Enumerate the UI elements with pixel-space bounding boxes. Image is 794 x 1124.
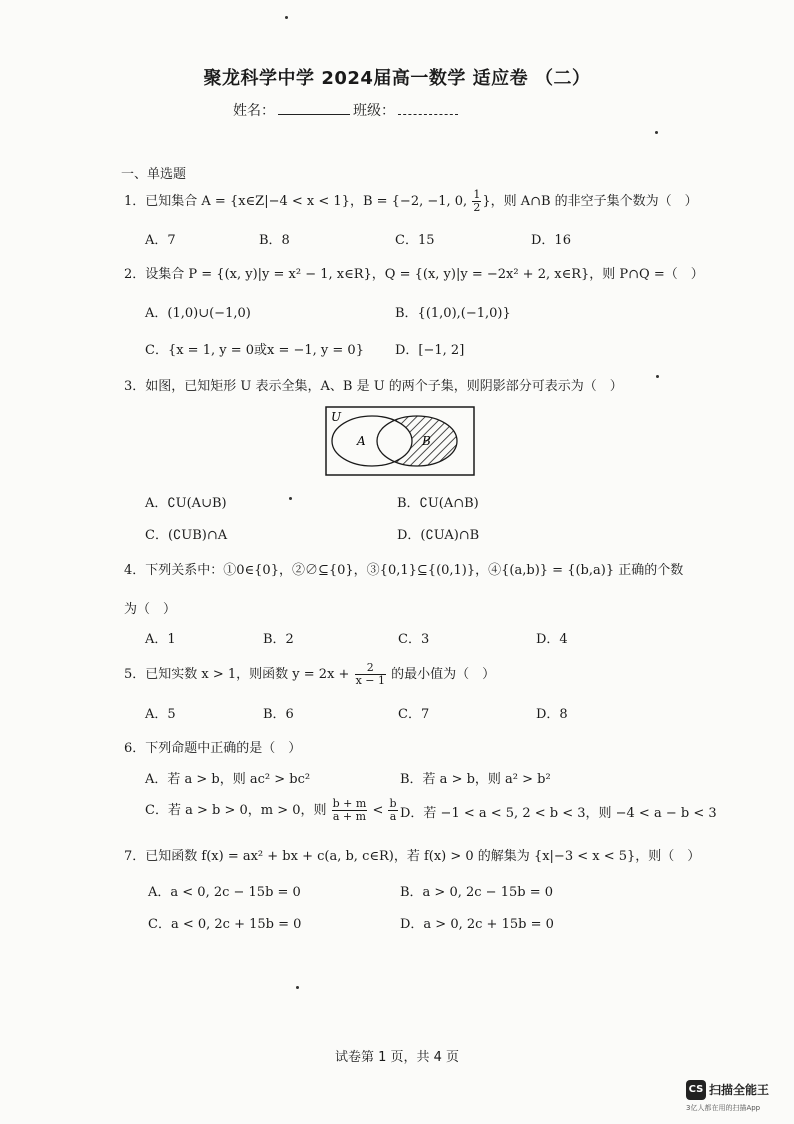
q7-option-d: D．a > 0, 2c + 15b = 0 xyxy=(400,917,554,932)
camscanner-logo-icon: CS xyxy=(686,1080,706,1100)
q3-option-b: B．∁U(A∩B) xyxy=(397,496,479,511)
q6-option-d: D．若 −1 < a < 5, 2 < b < 3，则 −4 < a − b < 3 xyxy=(400,806,717,821)
question-5-stem: 5．已知实数 x > 1，则函数 y = 2x + xyxy=(124,667,354,682)
class-label: 班级： xyxy=(353,103,395,119)
fraction: $\frac{b + m}{a + m}$ xyxy=(332,797,367,823)
scan-speck xyxy=(296,986,299,989)
label-b: B xyxy=(422,434,431,448)
q3-option-d: D．(∁UA)∩B xyxy=(397,528,480,543)
venn-diagram xyxy=(325,406,475,476)
question-2: 2．设集合 P = {(x, y)|y = x² − 1, x∈R}，Q = {(x, y)|y = −2x² + 2, x∈R}，则 P∩Q =（ ） xyxy=(124,267,704,282)
q4-option-b: B．2 xyxy=(263,632,294,647)
student-info-line xyxy=(233,100,458,120)
question-5 xyxy=(124,662,495,687)
watermark-tagline: 3亿人都在用的扫描App xyxy=(686,1104,761,1112)
scan-speck xyxy=(656,375,659,378)
q3-option-c: C．(∁UB)∩A xyxy=(145,528,228,543)
scanner-watermark xyxy=(686,1080,786,1114)
q2-option-c: C．{x = 1, y = 0或x = −1, y = 0} xyxy=(145,343,364,358)
q1-option-c: C．15 xyxy=(395,233,435,248)
q6-option-c: C．若 a > b > 0，m > 0，则 $\frac{b + m}{a + m}$ < $\frac{b}{a}$ xyxy=(145,797,397,823)
q6-option-b: B．若 a > b，则 a² > b² xyxy=(400,772,551,787)
label-a: A xyxy=(357,434,366,448)
exam-title: 聚龙科学中学 2024届高一数学 适应卷 （二） xyxy=(203,68,591,89)
page-footer: 试卷第 1 页，共 4 页 xyxy=(334,1050,460,1065)
q7-option-b: B．a > 0, 2c − 15b = 0 xyxy=(400,885,553,900)
q4-option-c: C．3 xyxy=(398,632,430,647)
scan-speck xyxy=(289,497,292,500)
question-6: 6．下列命题中正确的是（ ） xyxy=(124,741,302,756)
q7-option-c: C．a < 0, 2c + 15b = 0 xyxy=(148,917,302,932)
fraction: $\frac{2}{x - 1}$ xyxy=(355,661,385,687)
q4-option-d: D．4 xyxy=(536,632,568,647)
q5-option-d: D．8 xyxy=(536,707,568,722)
name-label: 姓名： xyxy=(233,103,275,119)
class-blank[interactable] xyxy=(398,102,458,115)
scan-speck xyxy=(285,16,288,19)
section-title: 一、单选题 xyxy=(121,167,187,182)
q5-option-b: B．6 xyxy=(263,707,294,722)
fraction: $\frac{b}{a}$ xyxy=(389,797,397,823)
q5-option-a: A．5 xyxy=(145,707,176,722)
q2-option-b: B．{(1,0),(−1,0)} xyxy=(395,306,511,321)
shaded-region xyxy=(325,406,475,476)
fraction: $\frac{1}{2}$ xyxy=(473,188,481,214)
label-u: U xyxy=(331,410,342,424)
q2-option-a: A．(1,0)∪(−1,0) xyxy=(145,306,251,321)
q1-option-b: B．8 xyxy=(259,233,290,248)
q5-option-c: C．7 xyxy=(398,707,430,722)
q3-option-a: A．∁U(A∪B) xyxy=(145,496,227,511)
question-1 xyxy=(124,189,698,214)
watermark-name: 扫描全能王 xyxy=(709,1083,770,1097)
question-1-stem: 1．已知集合 A = {x∈Z|−4 < x < 1}，B = {−2, −1, 0, xyxy=(124,194,472,209)
name-blank[interactable] xyxy=(278,102,350,115)
question-7: 7．已知函数 f(x) = ax² + bx + c(a, b, c∈R)，若 f(x) > 0 的解集为 {x|−3 < x < 5}，则（ ） xyxy=(124,849,701,864)
question-5-stem-end: 的最小值为（ ） xyxy=(386,667,496,682)
q1-option-d: D．16 xyxy=(531,233,571,248)
question-4: 4．下列关系中：①0∈{0}，②∅⊆{0}，③{0,1}⊆{(0,1)}，④{(a,b)} = {(b,a)} 正确的个数 xyxy=(124,563,684,578)
q7-option-a: A．a < 0, 2c − 15b = 0 xyxy=(148,885,301,900)
scan-speck xyxy=(655,131,658,134)
q4-option-a: A．1 xyxy=(145,632,176,647)
question-4-cont: 为（ ） xyxy=(124,602,177,617)
question-3: 3．如图，已知矩形 U 表示全集，A、B 是 U 的两个子集，则阴影部分可表示为（ ） xyxy=(124,379,623,394)
question-1-stem-end: }，则 A∩B 的非空子集个数为（ ） xyxy=(482,194,698,209)
q6-option-a: A．若 a > b，则 ac² > bc² xyxy=(145,772,311,787)
q2-option-d: D．[−1, 2] xyxy=(395,343,465,358)
q1-option-a: A．7 xyxy=(145,233,176,248)
